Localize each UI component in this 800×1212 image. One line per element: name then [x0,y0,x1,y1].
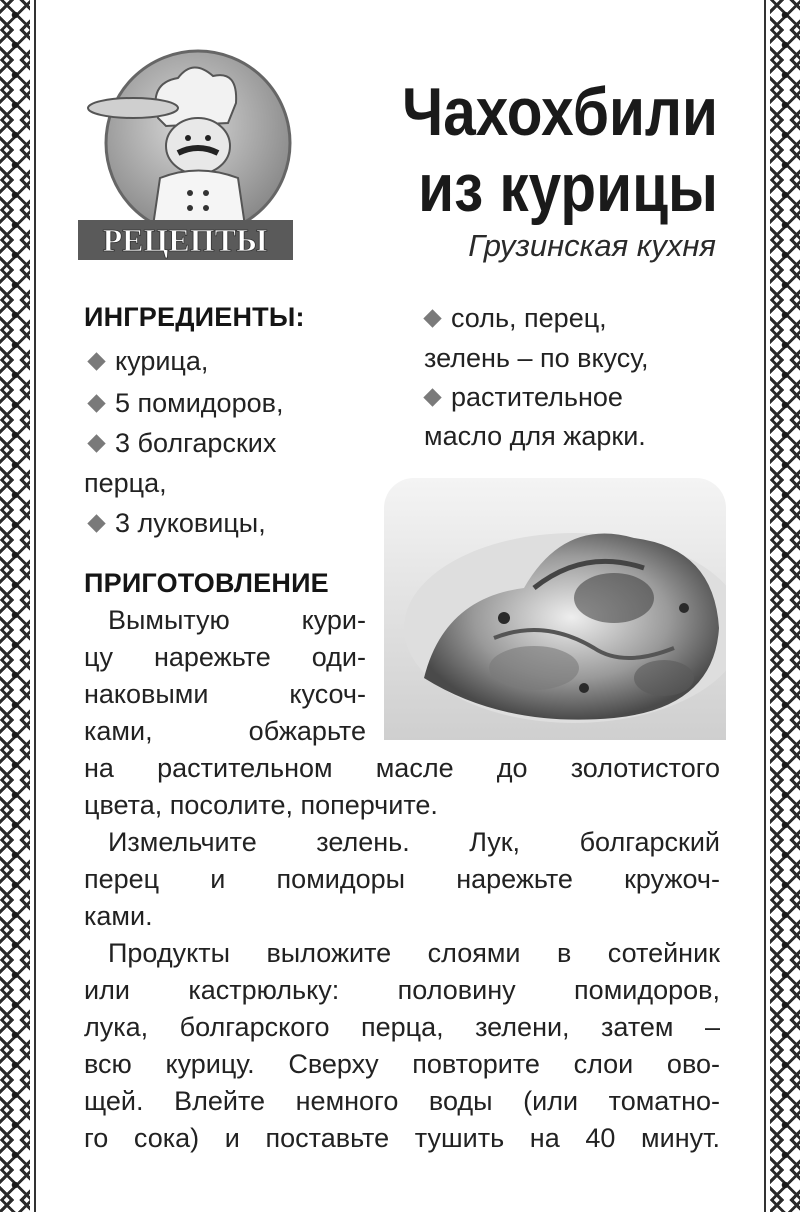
food-photo-icon [384,478,726,740]
ingredients-heading: ИНГРЕДИЕНТЫ: [84,302,305,332]
right-rule [764,0,766,1212]
preparation-line: перец и помидоры нарежьте кружоч- [84,864,720,894]
preparation-line: или кастрюльку: половину помидоров, [84,975,720,1005]
title-line-1: Чахохбили [402,74,718,150]
recipes-logo [78,48,308,263]
diamond-bullet-icon [87,352,105,370]
chef-icon [78,48,308,263]
title-line-2: из курицы [418,150,718,226]
left-ornament-border [0,0,30,1212]
preparation-line: ками. [84,901,153,931]
ingredient-item: 3 луковицы, [84,505,266,542]
dish-photo [384,478,726,740]
diamond-bullet-icon [423,309,441,327]
preparation-line: всю курицу. Сверху повторите слои ово- [84,1049,720,1079]
preparation-heading: ПРИГОТОВЛЕНИЕ [84,568,329,598]
preparation-line: ками, обжарьте [84,716,366,746]
preparation-line: го сока) и поставьте тушить на 40 минут. [84,1123,720,1153]
preparation-line: на растительном масле до золотистого [84,753,720,783]
logo-text: РЕЦЕПТЫ [102,222,268,258]
ingredient-item-continued: масло для жарки. [424,421,646,451]
ingredient-item: 5 помидоров, [84,385,283,422]
diamond-bullet-icon [87,434,105,452]
preparation-line: Вымытую кури- [108,605,366,635]
ingredient-item: 3 болгарских [84,425,276,462]
ingredient-item-continued: зелень – по вкусу, [424,343,649,373]
preparation-body [84,750,720,1157]
left-rule [34,0,36,1212]
preparation-intro [84,602,366,750]
preparation-line: Продукты выложите слоями в сотейник [108,938,720,968]
diamond-bullet-icon [87,394,105,412]
diamond-bullet-icon [87,514,105,532]
recipe-title [391,74,718,226]
ingredient-item: курица, [84,343,208,380]
cuisine-subtitle: Грузинская кухня [468,228,716,263]
diamond-bullet-icon [423,388,441,406]
preparation-line: наковыми кусоч- [84,679,366,709]
ingredient-item: соль, перец, [420,300,607,337]
ingredient-item: растительное [420,379,623,416]
preparation-line: лука, болгарского перца, зелени, затем – [84,1012,720,1042]
preparation-line: цвета, посолите, поперчите. [84,790,438,820]
ingredient-item-continued: перца, [84,468,167,498]
preparation-line: цу нарежьте оди- [84,642,366,672]
right-ornament-border [770,0,800,1212]
preparation-line: Измельчите зелень. Лук, болгарский [108,827,720,857]
preparation-line: щей. Влейте немного воды (или томатно- [84,1086,720,1116]
